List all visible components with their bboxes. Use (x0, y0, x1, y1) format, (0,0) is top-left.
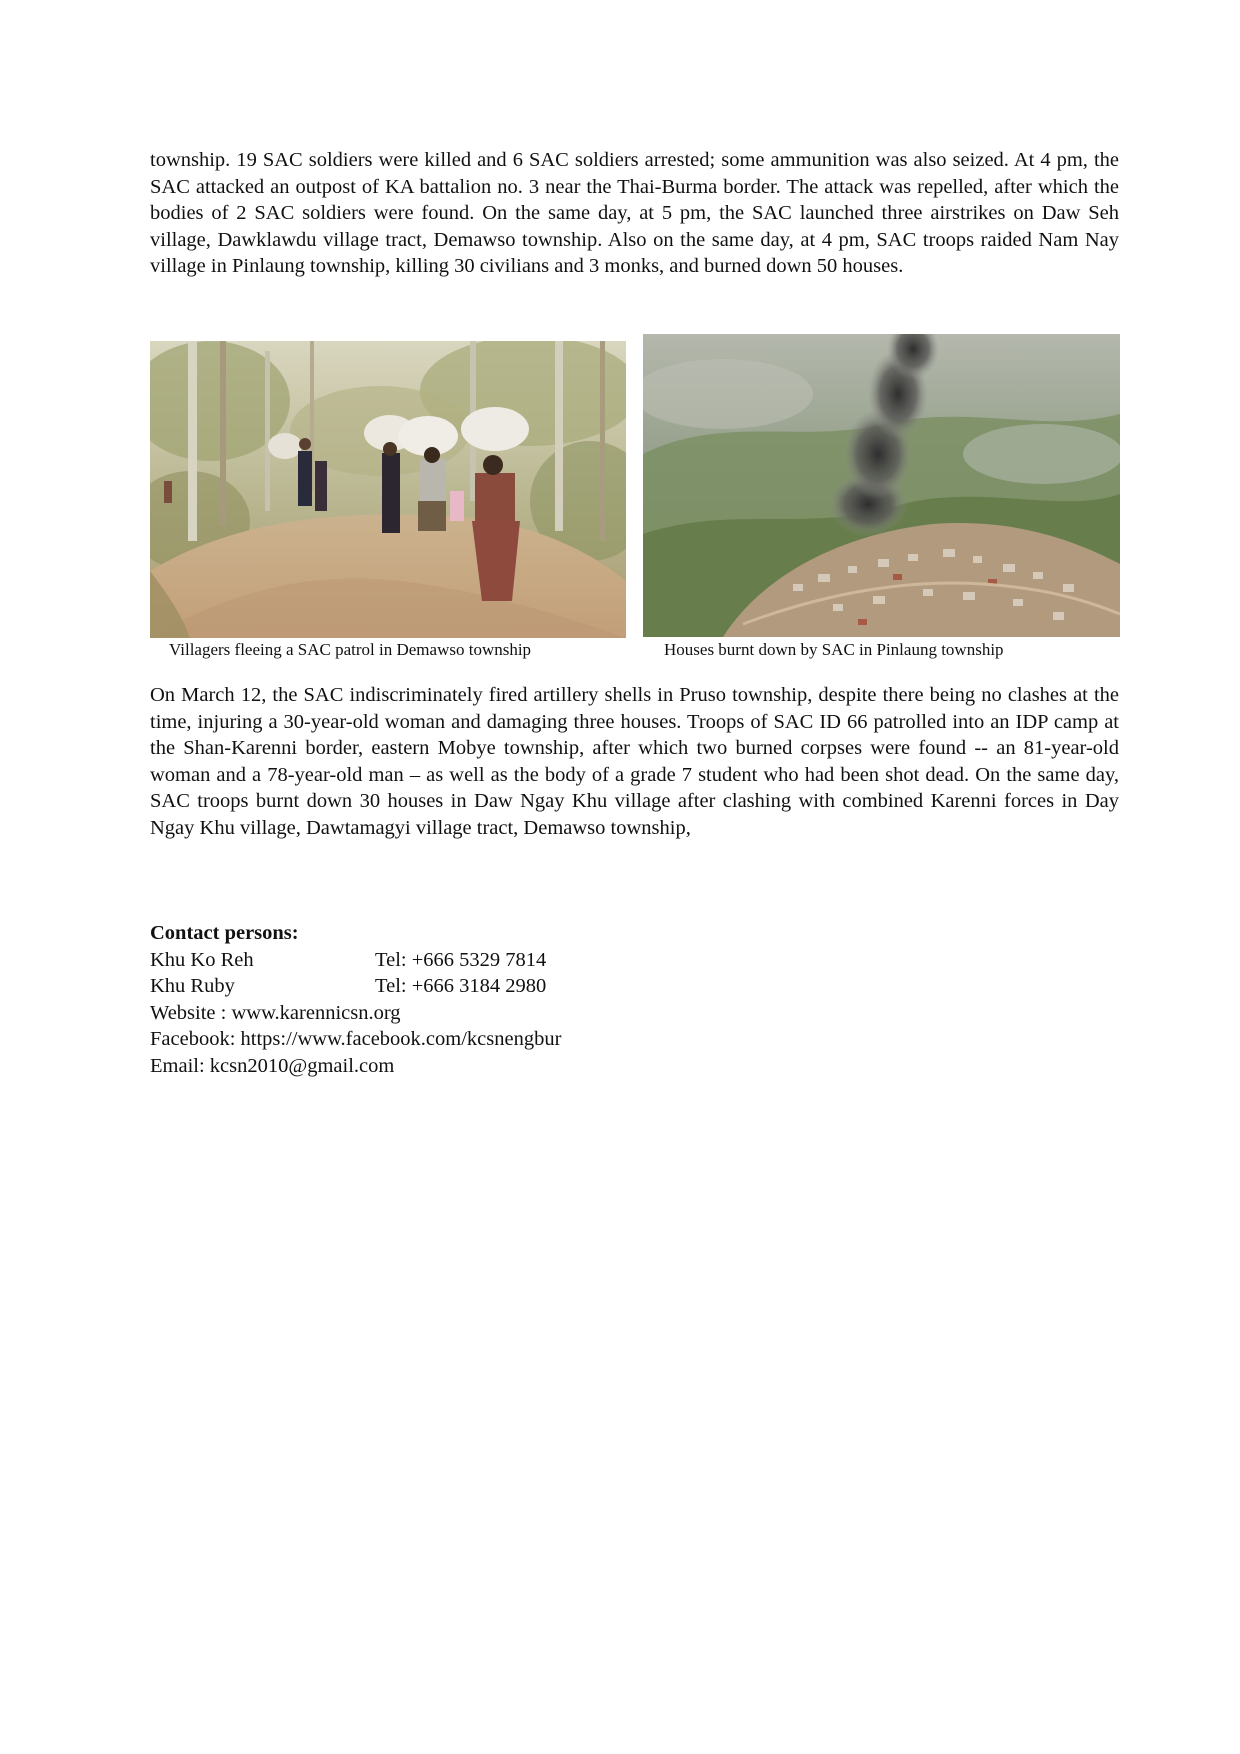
burnt-houses-aerial-photo (643, 334, 1120, 637)
facebook-link[interactable]: Facebook: https://www.facebook.com/kcsnengbur (150, 1028, 562, 1050)
body-paragraph-2: On March 12, the SAC indiscriminately fired artillery shells in Pruso township, despite there being no clashes at the time, injuring a 30-year-old woman and damaging three houses. Troops of SAC ID 66 patrolled into an IDP camp at the Shan-Karenni border, eastern Mobye township, after which two burned corpses were found -- an 81-year-old woman and a 78-year-old man – as well as the body of a grade 7 student who had been shot dead. On the same day, SAC troops burnt down 30 houses in Daw Ngay Khu village after clashing with combined Karenni forces in Day Ngay Khu village, Dawtamagyi village tract, Demawso township, (150, 684, 1119, 839)
contact-name: Khu Ruby (150, 975, 235, 997)
contact-row (150, 973, 850, 1000)
contact-row (150, 947, 850, 974)
website-link[interactable]: Website : www.karennicsn.org (150, 1001, 401, 1024)
villagers-fleeing-photo (150, 341, 626, 638)
body-paragraph-1: township. 19 SAC soldiers were killed and 6 SAC soldiers arrested; some ammunition was also seized. At 4 pm, the SAC attacked an outpost of KA battalion no. 3 near the Thai-Burma border. The attack was repelled, after which the bodies of 2 SAC soldiers were found. On the same day, at 5 pm, the SAC launched three airstrikes on Daw Seh village, Dawklawdu village tract, Demawso township. Also on the same day, at 4 pm, SAC troops raided Nam Nay village in Pinlaung township, killing 30 civilians and 3 monks, and burned down 50 houses. (150, 149, 1119, 277)
contact-name: Khu Ko Reh (150, 948, 254, 971)
photo-caption-burnt-houses: Houses burnt down by SAC in Pinlaung township (664, 640, 1004, 659)
contact-phone: Tel: +666 3184 2980 (375, 975, 547, 997)
photo-caption-villagers: Villagers fleeing a SAC patrol in Demawso township (169, 640, 532, 659)
contact-section (150, 920, 850, 1079)
contact-phone: Tel: +666 5329 7814 (375, 948, 547, 971)
email-link[interactable]: Email: kcsn2010@gmail.com (150, 1054, 395, 1077)
contact-heading: Contact persons: (150, 922, 299, 944)
